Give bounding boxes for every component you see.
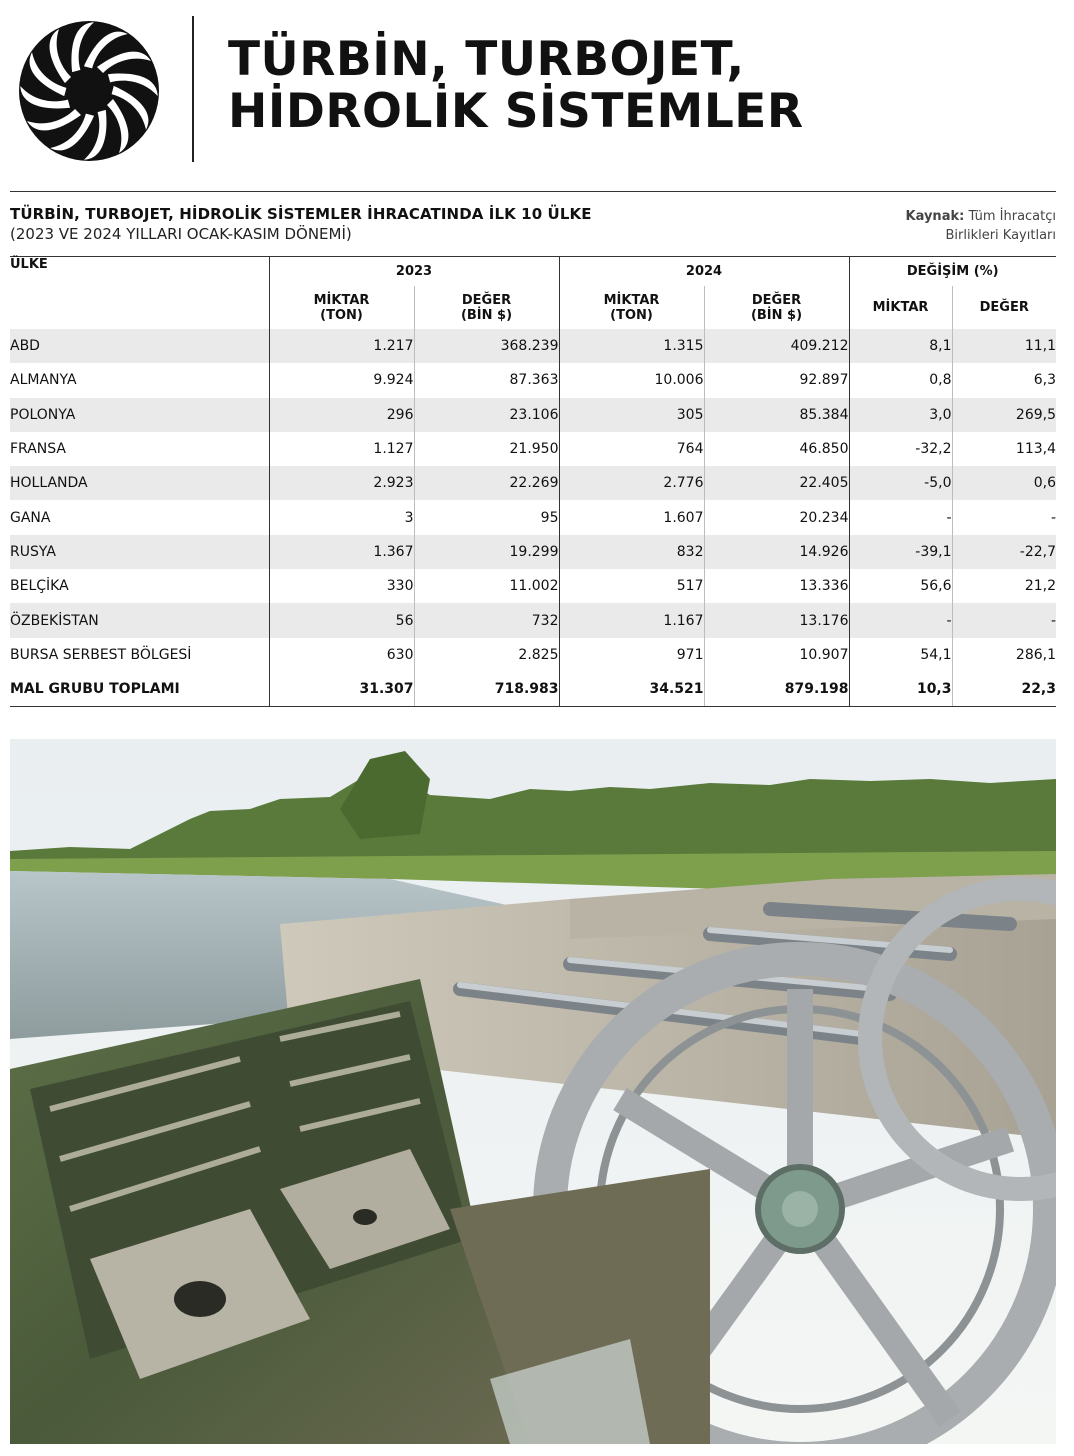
- cell-change-qty: 10,3: [849, 672, 952, 707]
- cell-value-2023: 732: [414, 603, 559, 637]
- cell-change-qty: -32,2: [849, 432, 952, 466]
- cell-value-2023: 23.106: [414, 398, 559, 432]
- cell-qty-2024: 10.006: [559, 363, 704, 397]
- cell-qty-2024: 2.776: [559, 466, 704, 500]
- cell-value-2023: 19.299: [414, 535, 559, 569]
- col-header-change: DEĞİŞİM (%): [849, 257, 1056, 287]
- cell-value-2024: 10.907: [704, 638, 849, 672]
- cell-change-value: 286,1: [952, 638, 1056, 672]
- cell-value-2023: 87.363: [414, 363, 559, 397]
- cell-qty-2024: 764: [559, 432, 704, 466]
- cell-country: POLONYA: [10, 398, 269, 432]
- cell-qty-2023: 9.924: [269, 363, 414, 397]
- cell-change-qty: 56,6: [849, 569, 952, 603]
- cell-change-value: 11,1: [952, 329, 1056, 363]
- col-header-val-2023: DEĞER (BİN $): [414, 286, 559, 329]
- table-row: [10, 432, 1056, 466]
- cell-change-value: 269,5: [952, 398, 1056, 432]
- sluice-gate-photo: [10, 739, 1056, 1444]
- cell-value-2024: 22.405: [704, 466, 849, 500]
- cell-qty-2023: 330: [269, 569, 414, 603]
- col-header-val-2024: DEĞER (BİN $): [704, 286, 849, 329]
- cell-qty-2024: 517: [559, 569, 704, 603]
- source-line-1: Tüm İhracatçı: [968, 209, 1056, 224]
- source-line-2: Birlikleri Kayıtları: [945, 228, 1056, 243]
- page-title: [228, 34, 804, 138]
- col-header-change-val: DEĞER: [952, 286, 1056, 329]
- page-title-line-2: HİDROLİK SİSTEMLER: [228, 84, 804, 139]
- cell-value-2024: 46.850: [704, 432, 849, 466]
- cell-value-2024: 13.336: [704, 569, 849, 603]
- cell-change-value: 113,4: [952, 432, 1056, 466]
- cell-country: ÖZBEKİSTAN: [10, 603, 269, 637]
- cell-qty-2024: 1.315: [559, 329, 704, 363]
- cell-value-2023: 21.950: [414, 432, 559, 466]
- table-row: [10, 535, 1056, 569]
- cell-change-qty: 0,8: [849, 363, 952, 397]
- cell-qty-2024: 1.167: [559, 603, 704, 637]
- cell-qty-2023: 3: [269, 500, 414, 534]
- col-header-country: ÜLKE: [10, 257, 269, 330]
- cell-change-qty: -39,1: [849, 535, 952, 569]
- cell-change-value: 0,6: [952, 466, 1056, 500]
- cell-country: MAL GRUBU TOPLAMI: [10, 672, 269, 707]
- cell-country: BURSA SERBEST BÖLGESİ: [10, 646, 192, 663]
- cell-value-2024: 13.176: [704, 603, 849, 637]
- page-title-line-1: TÜRBİN, TURBOJET,: [228, 32, 745, 87]
- table-row: [10, 398, 1056, 432]
- table-heading: [10, 202, 1056, 252]
- table-title: TÜRBİN, TURBOJET, HİDROLİK SİSTEMLER İHRACATINDA İLK 10 ÜLKE: [10, 205, 592, 223]
- cell-value-2024: 85.384: [704, 398, 849, 432]
- col-header-2023: 2023: [269, 257, 559, 287]
- cell-qty-2023: 1.127: [269, 432, 414, 466]
- cell-qty-2023: 2.923: [269, 466, 414, 500]
- cell-change-qty: -: [849, 603, 952, 637]
- cell-country: RUSYA: [10, 535, 269, 569]
- cell-country: GANA: [10, 509, 51, 526]
- cell-change-value: -: [952, 603, 1056, 637]
- cell-value-2024: 92.897: [704, 363, 849, 397]
- table-row: [10, 363, 1056, 397]
- cell-country: ABD: [10, 329, 269, 363]
- table-header-row-1: [10, 257, 1056, 287]
- cell-qty-2023: 56: [269, 603, 414, 637]
- cell-country: HOLLANDA: [10, 466, 269, 500]
- cell-value-2024: 14.926: [704, 535, 849, 569]
- table-body: [10, 329, 1056, 707]
- cell-value-2024: 20.234: [704, 500, 849, 534]
- section-divider: [10, 191, 1056, 192]
- table-total-row: [10, 672, 1056, 707]
- table-row: [10, 329, 1056, 363]
- table-row: [10, 569, 1056, 603]
- cell-qty-2024: 971: [559, 638, 704, 672]
- cell-change-value: 6,3: [952, 363, 1056, 397]
- cell-change-value: -22,7: [952, 535, 1056, 569]
- cell-change-qty: -5,0: [849, 466, 952, 500]
- cell-value-2023: 22.269: [414, 466, 559, 500]
- col-header-change-qty: MİKTAR: [849, 286, 952, 329]
- cell-change-qty: 8,1: [849, 329, 952, 363]
- table-subtitle: (2023 VE 2024 YILLARI OCAK-KASIM DÖNEMİ): [10, 225, 352, 243]
- export-table: [10, 256, 1056, 707]
- cell-qty-2023: 1.367: [269, 535, 414, 569]
- cell-country: ALMANYA: [10, 372, 77, 389]
- page-header: [0, 0, 1074, 180]
- cell-value-2023: 2.825: [414, 638, 559, 672]
- table-row: [10, 466, 1056, 500]
- cell-value-2023: 95: [414, 500, 559, 534]
- cell-change-qty: 54,1: [849, 638, 952, 672]
- cell-country: BELÇİKA: [10, 578, 69, 595]
- cell-country: FRANSA: [10, 441, 66, 458]
- source-note: [906, 207, 1056, 245]
- cell-qty-2023: 296: [269, 398, 414, 432]
- cell-change-value: -: [952, 500, 1056, 534]
- turbine-icon: [18, 20, 160, 162]
- col-header-qty-2023: MİKTAR (TON): [269, 286, 414, 329]
- cell-value-2023: 368.239: [414, 329, 559, 363]
- col-header-2024: 2024: [559, 257, 849, 287]
- cell-change-value: 21,2: [952, 569, 1056, 603]
- cell-value-2024: 879.198: [704, 672, 849, 707]
- cell-qty-2024: 34.521: [559, 672, 704, 707]
- cell-value-2024: 409.212: [704, 329, 849, 363]
- col-header-qty-2024: MİKTAR (TON): [559, 286, 704, 329]
- cell-value-2023: 718.983: [414, 672, 559, 707]
- cell-qty-2023: 630: [269, 638, 414, 672]
- source-label: Kaynak:: [905, 209, 965, 224]
- cell-qty-2024: 832: [559, 535, 704, 569]
- cell-value-2023: 11.002: [414, 569, 559, 603]
- cell-qty-2023: 1.217: [269, 329, 414, 363]
- photo-illustration: [10, 739, 1056, 1444]
- table-row: [10, 603, 1056, 637]
- header-divider: [192, 16, 194, 162]
- cell-change-qty: -: [849, 500, 952, 534]
- cell-change-value: 22,3: [952, 672, 1056, 707]
- cell-qty-2024: 305: [559, 398, 704, 432]
- cell-qty-2023: 31.307: [269, 672, 414, 707]
- cell-qty-2024: 1.607: [559, 500, 704, 534]
- table-row: [10, 500, 1056, 534]
- table-row: [10, 638, 1056, 672]
- cell-change-qty: 3,0: [849, 398, 952, 432]
